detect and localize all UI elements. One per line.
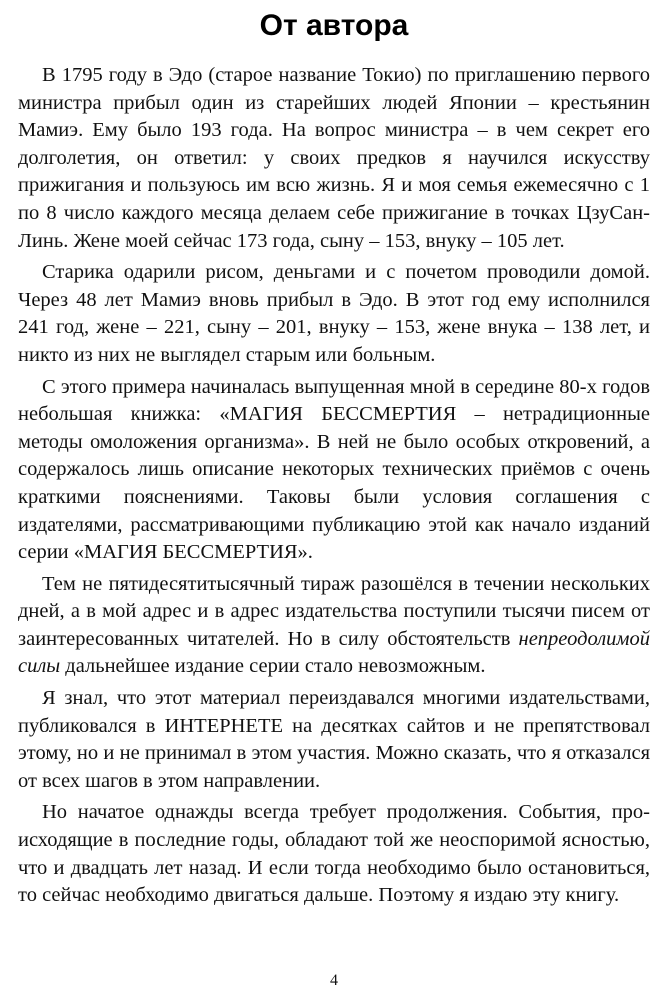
- paragraph-3: С этого примера начиналась выпущенная мной в середине 80-х годов небольшая книжка: «МАГИЯ БЕССМЕРТИЯ – нетрадиционные методы омоложения организма». В ней не было особых откровений, а содержалось лишь описание некоторых технических приёмов с очень краткими пояснениями. Таковы были условия соглашения с издателями, рассматривающими публикацию этой как начало изданий серии «МАГИЯ БЕССМЕРТИЯ».: [18, 375, 650, 564]
- paragraph-4-text-after: дальнейшее издание серии стало невозможным.: [60, 655, 486, 678]
- chapter-body: [18, 62, 650, 914]
- chapter-title: От автора: [259, 9, 409, 42]
- paragraph-5: Я знал, что этот материал переиздавался многими издательствами, публиковался в ИНТЕРНЕТЕ на десятках сайтов и не препятствовал этому, но и не принимал в этом участия. Можно сказать, что я отказался от всех шагов в этом направлении.: [18, 687, 650, 792]
- paragraph-4: [18, 571, 650, 681]
- paragraph-6: Но начатое однажды всегда требует продолжения. События, происходящие в последние годы, обладают той же неоспоримой ясностью, что и двадцать лет назад. И если тогда необходимо было остановиться, то сейчас необходимо двигаться дальше. Поэтому я издаю эту книгу.: [18, 801, 650, 907]
- paragraph-2: Старика одарили рисом, деньгами и с почетом проводили домой. Через 48 лет Мамиэ вновь прибыл в Эдо. В этот год ему исполнился 241 год, жене – 221, сыну – 201, внуку – 153, жене внука – 138 лет, и никто из них не выглядел старым или больным.: [18, 261, 650, 366]
- book-page: [18, 0, 650, 907]
- paragraph-1: В 1795 году в Эдо (старое название Токио) по приглашению первого министра прибыл один из старейших людей Японии – крестьянин Мамиэ. Ему было 193 года. На вопрос министра – в чем секрет его долголетия, он ответил: у своих предков я научился искусству прижигания и пользуюсь им всю жизнь. Я и моя семья ежемесячно с 1 по 8 число каждого месяца делаем себе прижигание в точках ЦзуСан-Линь. Жене моей сейчас 173 года, сыну – 153, внуку – 105 лет.: [18, 64, 650, 252]
- paragraph-4-text-before: Тем не пятидесятитысячный тираж разошёлся в течении нескольких дней, а в мой адрес и в адрес издательства поступили тысячи писем от заинтересованных читателей. Но в силу обстоятельств: [18, 572, 650, 650]
- page-number: 4: [330, 972, 338, 989]
- paragraph-4-emphasis: непреодолимой силы: [18, 627, 650, 678]
